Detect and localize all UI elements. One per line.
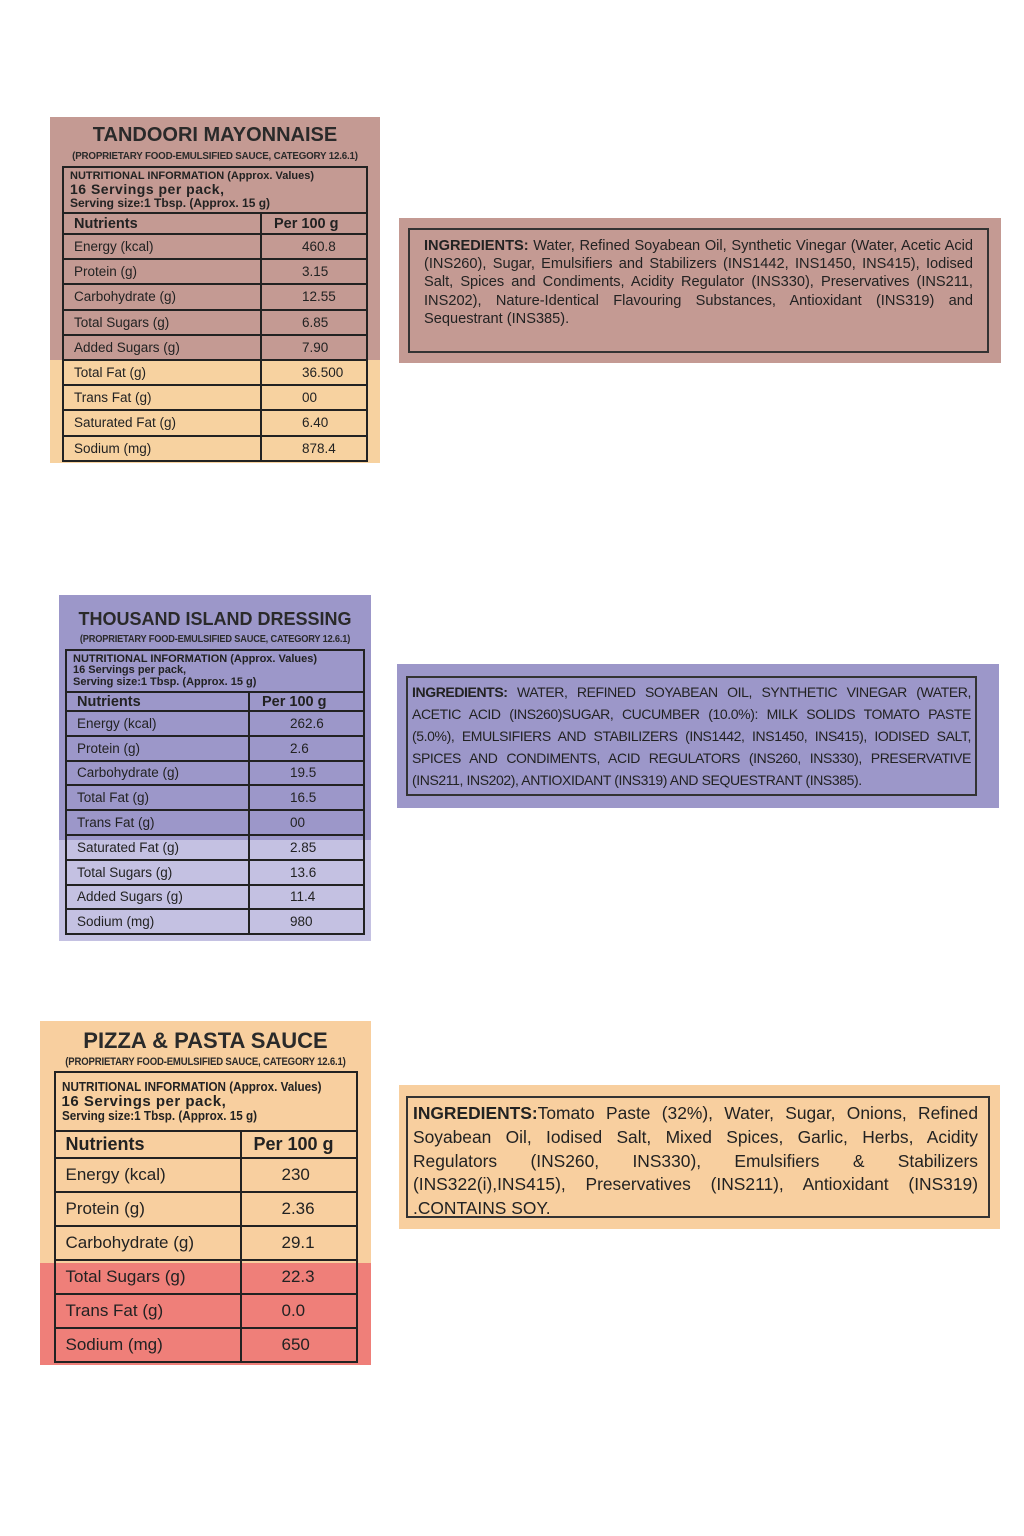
mayo-info-line2: 16 Servings per pack, xyxy=(70,181,225,198)
pizza-info-line1: NUTRITIONAL INFORMATION (Approx. Values) xyxy=(61,1078,322,1094)
table-row xyxy=(55,1328,357,1362)
mayo-ingredients-panel xyxy=(399,218,1001,363)
table-row xyxy=(66,785,364,810)
nutrient-value: 36.500 xyxy=(261,360,367,385)
nutrient-name: Sodium (mg) xyxy=(55,1328,241,1362)
thousand-subtitle: (PROPRIETARY FOOD-EMULSIFIED SAUCE, CATEGORY 12.6.1) xyxy=(79,633,351,645)
nutrient-name: Sodium (mg) xyxy=(63,436,261,461)
nutrient-name: Saturated Fat (g) xyxy=(63,410,261,435)
nutrient-name: Total Sugars (g) xyxy=(55,1260,241,1294)
nutrient-name: Total Fat (g) xyxy=(63,360,261,385)
pizza-col-nutrients: Nutrients xyxy=(55,1131,241,1158)
thousand-header-row xyxy=(66,692,364,711)
nutrient-name: Protein (g) xyxy=(63,259,261,284)
pizza-nutrition-table xyxy=(54,1071,358,1363)
nutrient-value: 16.5 xyxy=(249,785,364,810)
nutrient-value: 650 xyxy=(241,1328,357,1362)
pizza-ingredients-panel xyxy=(399,1085,1000,1229)
thousand-rows xyxy=(66,692,364,934)
nutrient-value: 19.5 xyxy=(249,761,364,786)
nutrient-name: Energy (kcal) xyxy=(66,711,249,736)
pizza-ingredients-text: Tomato Paste (32%), Water, Sugar, Onions, Refined Soyabean Oil, Iodised Salt, Mixed Spices, Garlic, Herbs, Acidity Regulators (INS260, INS330), Emulsifiers & Stabilizers (INS322(i),INS415), Preservatives (INS211), Antioxidant (INS319) .CONTAINS SOY. xyxy=(413,1103,978,1219)
nutrient-value: 980 xyxy=(249,909,364,934)
mayo-nutrition-panel xyxy=(50,117,380,463)
mayo-info-line3: Serving size:1 Tbsp. (Approx. 15 g) xyxy=(70,195,271,210)
table-row xyxy=(55,1294,357,1328)
nutrient-name: Total Sugars (g) xyxy=(66,860,249,885)
thousand-ingredients-panel xyxy=(397,664,999,808)
mayo-subtitle: (PROPRIETARY FOOD-EMULSIFIED SAUCE, CATEGORY 12.6.1) xyxy=(72,150,358,162)
nutrient-value: 6.40 xyxy=(261,410,367,435)
table-row xyxy=(66,810,364,835)
mayo-info-line1: NUTRITIONAL INFORMATION (Approx. Values) xyxy=(70,169,315,182)
nutrient-name: Carbohydrate (g) xyxy=(66,761,249,786)
pizza-info-cell xyxy=(55,1072,357,1131)
pizza-title: PIZZA & PASTA SAUCE xyxy=(83,1028,328,1053)
mayo-col-per100: Per 100 g xyxy=(261,213,367,234)
mayo-header-row xyxy=(63,213,367,234)
table-row xyxy=(63,284,367,309)
mayo-ingredients-text: Water, Refined Soyabean Oil, Synthetic Vinegar (Water, Acetic Acid (INS260), Sugar, Emulsifiers and Stabilizers (INS1442, INS1450, INS415), Iodised Salt, Spices and Condiments, Acidity Regulator (INS330), Preservatives (INS211, INS202), Nature-Identical Flavouring Substances, Antioxidant (INS319) and Sequestrant (INS385). xyxy=(424,238,973,327)
table-row xyxy=(55,1226,357,1260)
thousand-info-line1: NUTRITIONAL INFORMATION (Approx. Values) xyxy=(73,652,318,665)
mayo-col-nutrients: Nutrients xyxy=(63,213,261,234)
table-row xyxy=(66,835,364,860)
nutrient-name: Protein (g) xyxy=(66,736,249,761)
pizza-info-line3: Serving size:1 Tbsp. (Approx. 15 g) xyxy=(61,1108,257,1124)
thousand-nutrition-panel xyxy=(59,595,371,941)
nutrient-value: 12.55 xyxy=(261,284,367,309)
nutrient-name: Trans Fat (g) xyxy=(55,1294,241,1328)
nutrient-name: Sodium (mg) xyxy=(66,909,249,934)
nutrient-name: Trans Fat (g) xyxy=(66,810,249,835)
table-row xyxy=(66,909,364,934)
table-row xyxy=(63,234,367,259)
nutrient-value: 7.90 xyxy=(261,335,367,360)
thousand-title: THOUSAND ISLAND DRESSING xyxy=(78,609,352,629)
nutrient-value: 3.15 xyxy=(261,259,367,284)
thousand-ingredients-label: INGREDIENTS: xyxy=(412,684,508,700)
table-row xyxy=(55,1158,357,1192)
nutrient-name: Saturated Fat (g) xyxy=(66,835,249,860)
nutrient-value: 2.6 xyxy=(249,736,364,761)
table-row xyxy=(66,885,364,910)
thousand-info-line3: Serving size:1 Tbsp. (Approx. 15 g) xyxy=(73,675,257,688)
nutrient-name: Carbohydrate (g) xyxy=(63,284,261,309)
thousand-nutrition-table xyxy=(65,649,365,935)
table-row xyxy=(66,736,364,761)
table-row xyxy=(55,1260,357,1294)
mayo-title: TANDOORI MAYONNAISE xyxy=(92,124,338,146)
mayo-nutrition-table xyxy=(62,166,368,462)
mayo-ingredients-box xyxy=(408,228,989,353)
nutrient-name: Protein (g) xyxy=(55,1192,241,1226)
thousand-col-nutrients: Nutrients xyxy=(66,692,249,711)
nutrient-value: 00 xyxy=(261,385,367,410)
table-row xyxy=(66,711,364,736)
nutrient-value: 29.1 xyxy=(241,1226,357,1260)
table-row xyxy=(63,360,367,385)
table-row xyxy=(63,410,367,435)
nutrient-name: Added Sugars (g) xyxy=(63,335,261,360)
thousand-ingredients-text: WATER, REFINED SOYABEAN OIL, SYNTHETIC VINEGAR (WATER, ACETIC ACID (INS260)SUGAR, CUCUMBER (10.0%): MILK SOLIDS TOMATO PASTE (5.0%), EMULSIFIERS AND STABILIZERS (INS1442, INS1450, INS415), IODISED SALT, SPICES AND CONDIMENTS, ACID REGULATORS (INS260, INS330), PRESERVATIVE (INS211, INS202), ANTIOXIDANT (INS319) AND SEQUESTRANT (INS385). xyxy=(412,684,971,788)
thousand-ingredients-box xyxy=(406,676,977,796)
thousand-col-per100: Per 100 g xyxy=(249,692,364,711)
nutrient-name: Energy (kcal) xyxy=(63,234,261,259)
mayo-rows xyxy=(63,213,367,461)
mayo-ingredients-label: INGREDIENTS: xyxy=(424,238,529,254)
pizza-subtitle: (PROPRIETARY FOOD-EMULSIFIED SAUCE, CATEGORY 12.6.1) xyxy=(65,1056,346,1068)
pizza-rows xyxy=(55,1131,357,1362)
nutrient-value: 11.4 xyxy=(249,885,364,910)
table-row xyxy=(66,761,364,786)
table-row xyxy=(63,335,367,360)
nutrient-value: 230 xyxy=(241,1158,357,1192)
table-row xyxy=(63,385,367,410)
pizza-ingredients-box xyxy=(406,1096,990,1218)
mayo-info-cell xyxy=(63,167,367,213)
pizza-ingredients-label: INGREDIENTS: xyxy=(413,1103,538,1123)
nutrient-value: 00 xyxy=(249,810,364,835)
nutrient-value: 22.3 xyxy=(241,1260,357,1294)
table-row xyxy=(66,860,364,885)
nutrient-name: Total Fat (g) xyxy=(66,785,249,810)
pizza-col-per100: Per 100 g xyxy=(241,1131,357,1158)
thousand-info-cell xyxy=(66,650,364,692)
pizza-nutrition-panel xyxy=(40,1021,371,1365)
nutrient-value: 262.6 xyxy=(249,711,364,736)
nutrient-value: 2.36 xyxy=(241,1192,357,1226)
nutrient-name: Added Sugars (g) xyxy=(66,885,249,910)
nutrient-name: Carbohydrate (g) xyxy=(55,1226,241,1260)
nutrient-name: Energy (kcal) xyxy=(55,1158,241,1192)
nutrient-value: 13.6 xyxy=(249,860,364,885)
table-row xyxy=(63,436,367,461)
nutrient-value: 6.85 xyxy=(261,310,367,335)
pizza-header-row xyxy=(55,1131,357,1158)
table-row xyxy=(55,1192,357,1226)
table-row xyxy=(63,310,367,335)
table-row xyxy=(63,259,367,284)
thousand-info-line2: 16 Servings per pack, xyxy=(73,664,187,677)
nutrient-name: Trans Fat (g) xyxy=(63,385,261,410)
pizza-info-line2: 16 Servings per pack, xyxy=(61,1092,227,1110)
nutrient-value: 2.85 xyxy=(249,835,364,860)
nutrient-value: 460.8 xyxy=(261,234,367,259)
nutrient-value: 878.4 xyxy=(261,436,367,461)
nutrient-name: Total Sugars (g) xyxy=(63,310,261,335)
nutrient-value: 0.0 xyxy=(241,1294,357,1328)
